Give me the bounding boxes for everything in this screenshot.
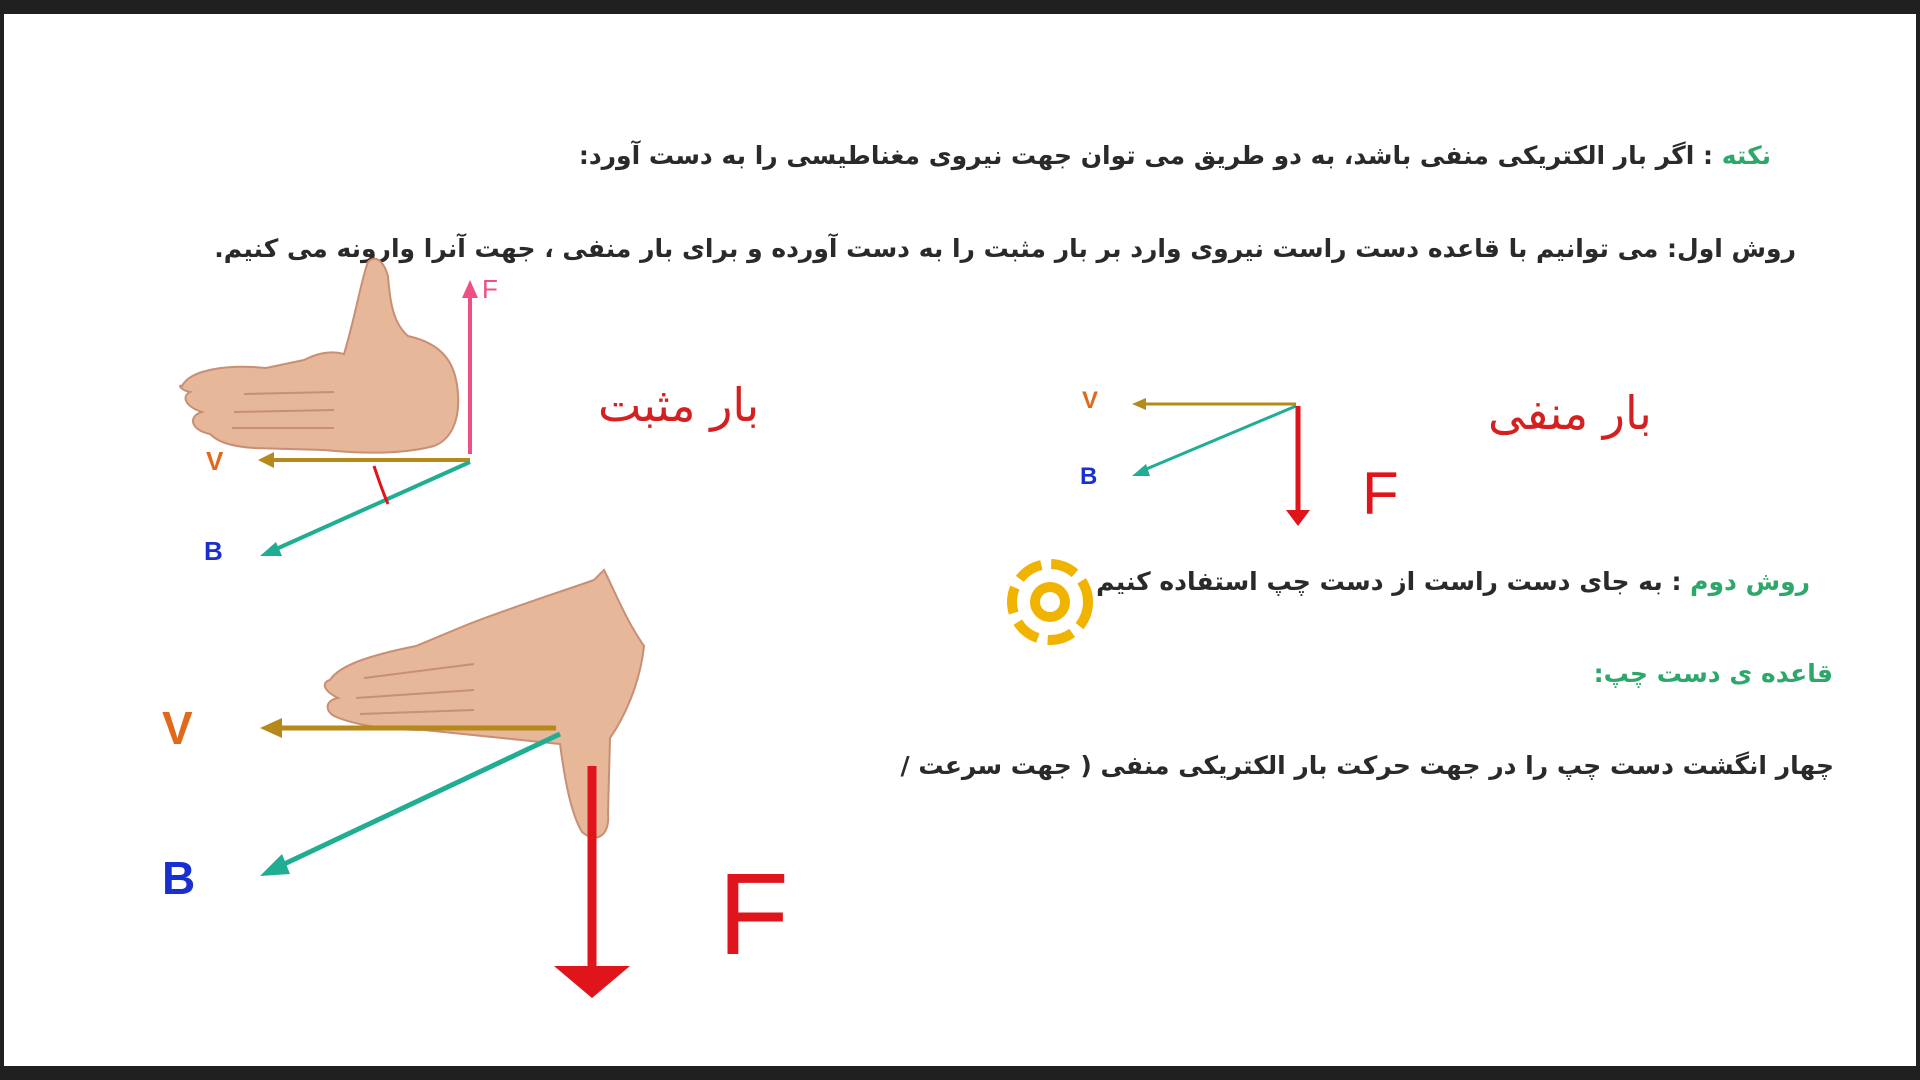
hand-icon — [180, 259, 458, 453]
method-two-text: : به جای دست راست از دست چپ استفاده کنیم — [1096, 567, 1691, 596]
velocity-label-large: V — [162, 702, 193, 754]
field-vector-large — [280, 734, 560, 866]
force-label-negative: F — [1362, 460, 1399, 527]
field-label-small: B — [204, 536, 223, 566]
velocity-arrowhead-small — [258, 452, 274, 468]
four-fingers-text: چهار انگشت دست چپ را در جهت حرکت بار الکتریکی منفی ( جهت سرعت / — [900, 751, 1834, 780]
method-one-text: روش اول: می توانیم با قاعده دست راست نیروی وارد بر بار مثبت را به دست آورده و برای بار منفی ، جهت آنرا وارونه می کنیم. — [214, 234, 1796, 263]
angle-arc — [374, 466, 388, 504]
method-two-keyword: روش دوم — [1690, 567, 1810, 596]
force-arrowhead-negative — [1286, 510, 1310, 526]
note-text: : اگر بار الکتریکی منفی باشد، به دو طریق می توان جهت نیروی مغناطیسی را به دست آورد: — [578, 141, 1722, 170]
positive-charge-diagram — [180, 259, 498, 566]
force-label-large: F — [718, 849, 789, 979]
vector-diagrams — [4, 14, 1916, 1066]
gear-logo-icon — [1012, 564, 1088, 640]
velocity-label-small: V — [206, 446, 224, 476]
field-arrowhead-small — [260, 542, 282, 556]
slide — [4, 14, 1916, 1066]
field-vector-small — [274, 462, 470, 550]
note-keyword: نکته — [1721, 141, 1771, 170]
left-hand-rule-title: قاعده ی دست چپ: — [1593, 659, 1833, 688]
force-label-small: F — [482, 274, 498, 304]
left-hand-diagram — [162, 570, 789, 998]
positive-charge-label: بار مثبت — [598, 378, 760, 432]
field-label-large: B — [162, 852, 196, 904]
negative-charge-label: بار منفی — [1488, 386, 1652, 440]
field-arrowhead-large — [260, 854, 290, 876]
velocity-arrowhead-large — [260, 718, 282, 738]
velocity-arrowhead-negative — [1132, 398, 1146, 410]
force-arrowhead-small — [462, 280, 478, 298]
field-label-negative: B — [1080, 463, 1098, 490]
field-vector-negative — [1144, 406, 1296, 470]
field-arrowhead-negative — [1132, 464, 1150, 476]
velocity-label-negative: V — [1082, 387, 1099, 414]
force-arrowhead-large — [554, 966, 630, 998]
negative-charge-diagram — [1080, 387, 1399, 527]
